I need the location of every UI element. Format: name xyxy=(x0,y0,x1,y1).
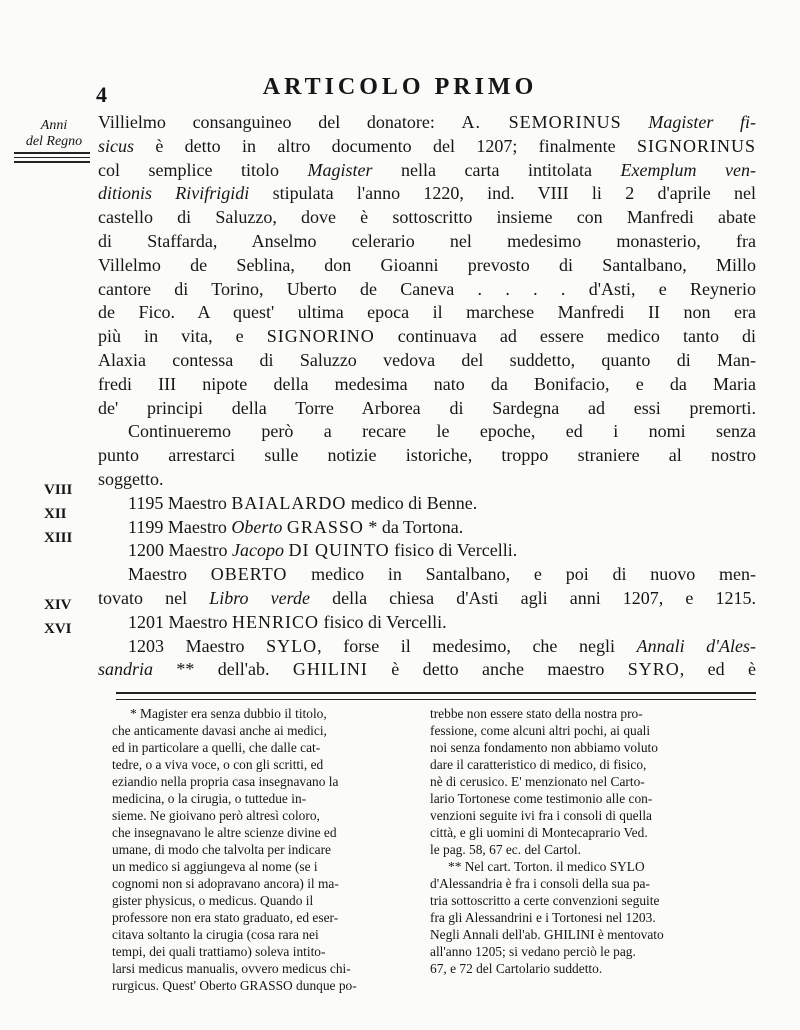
margin-rule xyxy=(14,152,90,154)
text-line: 1195 Maestro BAIALARDO medico di Benne. xyxy=(128,492,478,513)
text-line: 1200 Maestro Jacopo DI QUINTO fisico di Vercelli. xyxy=(128,540,518,561)
main-text xyxy=(98,111,756,682)
text-line: 1203 Maestro SYLO, forse il medesimo, che negli Annali d'Ales- xyxy=(128,635,756,656)
text-line: de' principi della Torre Arborea di Sardegna ad essi premorti. xyxy=(98,397,756,418)
margin-note xyxy=(14,118,94,150)
text-line: Villielmo consanguineo del donatore: A. SEMORINUS Magister fi- xyxy=(98,112,757,132)
running-header-title: ARTICOLO PRIMO xyxy=(262,74,538,100)
footnote-line: le pag. 58, 67 ec. del Cartol. xyxy=(430,842,581,857)
text-line: Continueremo però a recare le epoche, ed i nomi senza xyxy=(128,421,756,442)
footnote-separator-rule xyxy=(116,692,756,700)
text-line: soggetto. xyxy=(98,468,164,489)
footnote-line: eziandio nella propria casa insegnavano la xyxy=(112,774,339,789)
footnote-line: umane, di modo che talvolta per indicare xyxy=(112,842,332,857)
footnote-line: venzioni seguite ivi fra i consoli di quella xyxy=(430,808,653,823)
page-number: 4 xyxy=(96,82,107,107)
text-line: sandria ** dell'ab. GHILINI è detto anche maestro SYRO, ed è xyxy=(98,659,757,680)
footnote-line: un medico si aggiungeva al nome (se i xyxy=(112,859,318,874)
text-line: fredi III nipote della medesima nato da Bonifacio, e da Maria xyxy=(98,373,756,394)
text-line: de Fico. A quest' ultima epoca il marchese Manfredi II non era xyxy=(98,302,756,323)
text-line: tovato nel Libro verde della chiesa d'Asti agli anni 1207, e 1215. xyxy=(98,587,756,608)
text-line: Villelmo de Seblina, don Gioanni prevosto di Santalbano, Millo xyxy=(98,254,756,275)
text-line: col semplice titolo Magister nella carta intitolata Exemplum ven- xyxy=(98,159,756,180)
footnote-line: medicina, o la cirugia, o tuttedue in- xyxy=(112,791,307,806)
footnote-line: d'Alessandria è fra i consoli della sua pa- xyxy=(430,876,650,891)
footnote-column-left xyxy=(112,705,404,994)
text-line: Maestro OBERTO medico in Santalbano, e poi di nuovo men- xyxy=(128,564,757,585)
footnote-line: dare il caratteristico di medico, di fisico, xyxy=(430,757,647,772)
footnote-line: larsi medicus manualis, ovvero medicus chi- xyxy=(112,961,351,976)
footnote-line: ed in particolare a quelli, che dalle cat- xyxy=(112,740,321,755)
text-line: cantore di Torino, Uberto de Caneva . . . . d'Asti, e Reynerio xyxy=(98,278,756,299)
margin-rule xyxy=(14,157,90,158)
footnote-line: che anticamente davasi anche ai medici, xyxy=(112,723,327,738)
footnote-line: tedre, o a viva voce, o con gli scritti, ed xyxy=(112,757,324,772)
footnote-column-right xyxy=(430,705,722,977)
regnal-year: XIV xyxy=(44,597,72,613)
regnal-year: XVI xyxy=(44,621,72,637)
footnote-line: gister physicus, o medicus. Quando il xyxy=(112,893,314,908)
footnote-line: fessione, come alcuni altri pochi, ai quali xyxy=(430,723,651,738)
text-line: di Staffarda, Anselmo celerario nel medesimo monasterio, fra xyxy=(98,230,756,251)
margin-rule xyxy=(14,161,90,163)
footnote-line: professore non era stato graduato, ed eser- xyxy=(112,910,339,925)
footnote-line: tempi, dei quali trattiamo) soleva intito- xyxy=(112,944,326,959)
margin-note-line-2: del Regno xyxy=(25,134,83,149)
text-line: ditionis Rivifrigidi stipulata l'anno 1220, ind. VIII li 2 d'aprile nel xyxy=(98,183,756,204)
text-line: più in vita, e SIGNORINO continuava ad essere medico tanto di xyxy=(98,326,757,347)
text-line: sicus è detto in altro documento del 1207; finalmente SIGNORINUS xyxy=(98,135,757,156)
footnote-line: cognomi non si adopravano ancora) il ma- xyxy=(112,876,339,891)
footnote-line: trebbe non essere stato della nostra pro- xyxy=(430,706,643,721)
footnote-line: citava soltanto la cirugia (cosa rara nei xyxy=(112,927,319,942)
regnal-year: VIII xyxy=(44,482,73,498)
footnote-line: città, e gli uomini di Montecaprario Ved. xyxy=(430,825,648,840)
footnote-line: lario Tortonese come testimonio alle con- xyxy=(430,791,653,806)
footnote-line: fra gli Alessandrini e i Tortonesi nel 1203. xyxy=(430,910,656,925)
footnote-line: nè di cerusico. E' menzionato nel Carto- xyxy=(430,774,645,789)
footnote-line: Negli Annali dell'ab. GHILINI è mentovato xyxy=(430,927,664,942)
footnote-line: ** Nel cart. Torton. il medico SYLO xyxy=(448,859,645,874)
regnal-year: XII xyxy=(44,506,67,522)
margin-note-line-1: Anni xyxy=(40,118,68,133)
text-line: 1201 Maestro HENRICO fisico di Vercelli. xyxy=(128,611,447,632)
footnote-line: all'anno 1205; si vedano perciò le pag. xyxy=(430,944,636,959)
footnote-line: che insegnavano le altre scienze divine ed xyxy=(112,825,337,840)
footnote-line: rurgicus. Quest' Oberto GRASSO dunque po- xyxy=(112,978,357,993)
footnote-line: sieme. Ne gioivano però altresì coloro, xyxy=(112,808,320,823)
text-line: castello di Saluzzo, dove è sottoscritto insieme con Manfredi abate xyxy=(98,207,756,228)
footnote-line: noi senza fondamento non abbiamo voluto xyxy=(430,740,658,755)
footnote-line: tria sottoscritto a certe convenzioni seguite xyxy=(430,893,660,908)
text-line: punto arrestarci sulle notizie istoriche, troppo straniere al nostro xyxy=(98,445,756,466)
text-line: 1199 Maestro Oberto GRASSO * da Tortona. xyxy=(128,516,464,537)
text-line: Alaxia contessa di Saluzzo vedova del suddetto, quanto di Man- xyxy=(98,349,756,370)
footnote-line: 67, e 72 del Cartolario suddetto. xyxy=(430,961,603,976)
footnote-line: * Magister era senza dubbio il titolo, xyxy=(130,706,327,721)
regnal-year: XIII xyxy=(44,530,73,546)
